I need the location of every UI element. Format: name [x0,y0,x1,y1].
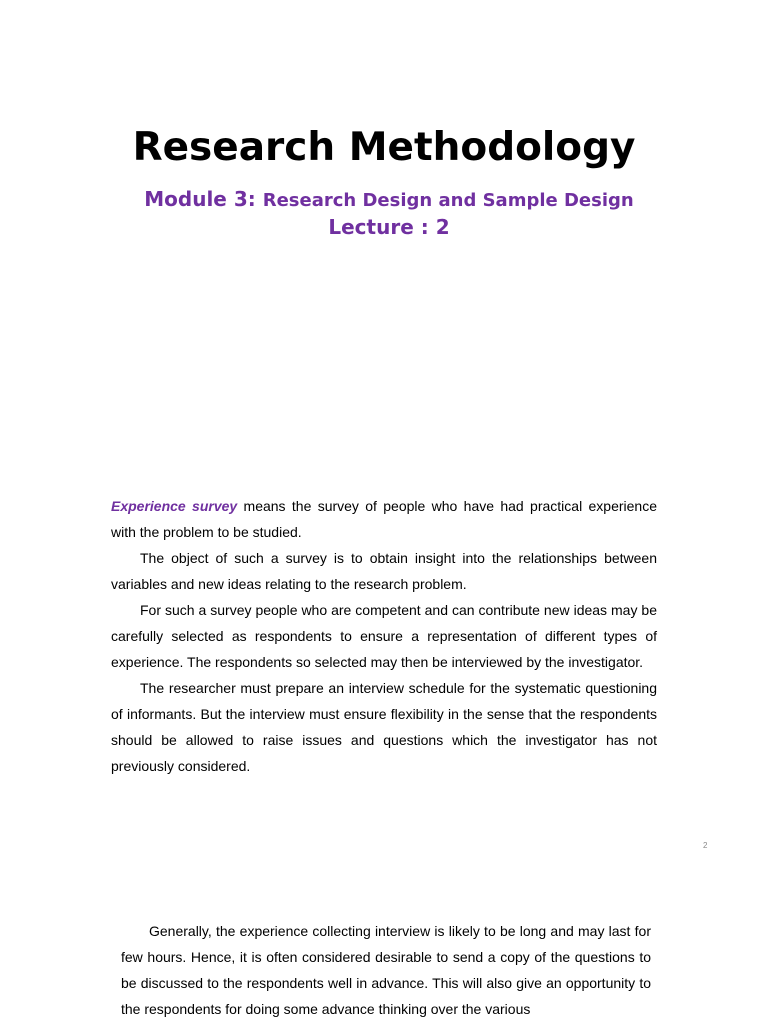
term-experience-survey: Experience survey [111,498,238,514]
page2-paragraph-1: Generally, the experience collecting interview is likely to be long and may last for few hours. Hence, it is often considered desirable to send a copy of the questions to be discussed to the respondents well in advance. This will also give an opportunity to the respondents for doing some advance thinking over the various [121,923,651,1017]
module-heading [0,186,768,241]
page1-body [111,493,657,779]
document-title: Research Methodology [132,125,636,170]
paragraph-4: The researcher must prepare an interview schedule for the systematic questioning of informants. But the interview must ensure flexibility in the sense that the respondents should be allowed to raise issues and questions which the investigator has not previously considered. [111,680,657,774]
paragraph-1-text: means the survey of people who have had practical experience with the problem to be studied. [111,498,657,540]
paragraph-1 [111,493,657,545]
page2-body [121,918,651,1022]
lecture-label: Lecture : 2 [328,215,450,239]
module-label: Module 3: [144,187,256,211]
paragraph-3: For such a survey people who are competent and can contribute new ideas may be carefully selected as respondents to ensure a representation of different types of experience. The respondents so selected may then be interviewed by the investigator. [111,602,657,670]
module-line [0,186,768,214]
module-name: Research Design and Sample Design [262,190,634,211]
paragraph-2: The object of such a survey is to obtain insight into the relationships between variables and new ideas relating to the research problem. [111,550,657,592]
page-number: 2 [703,841,708,850]
